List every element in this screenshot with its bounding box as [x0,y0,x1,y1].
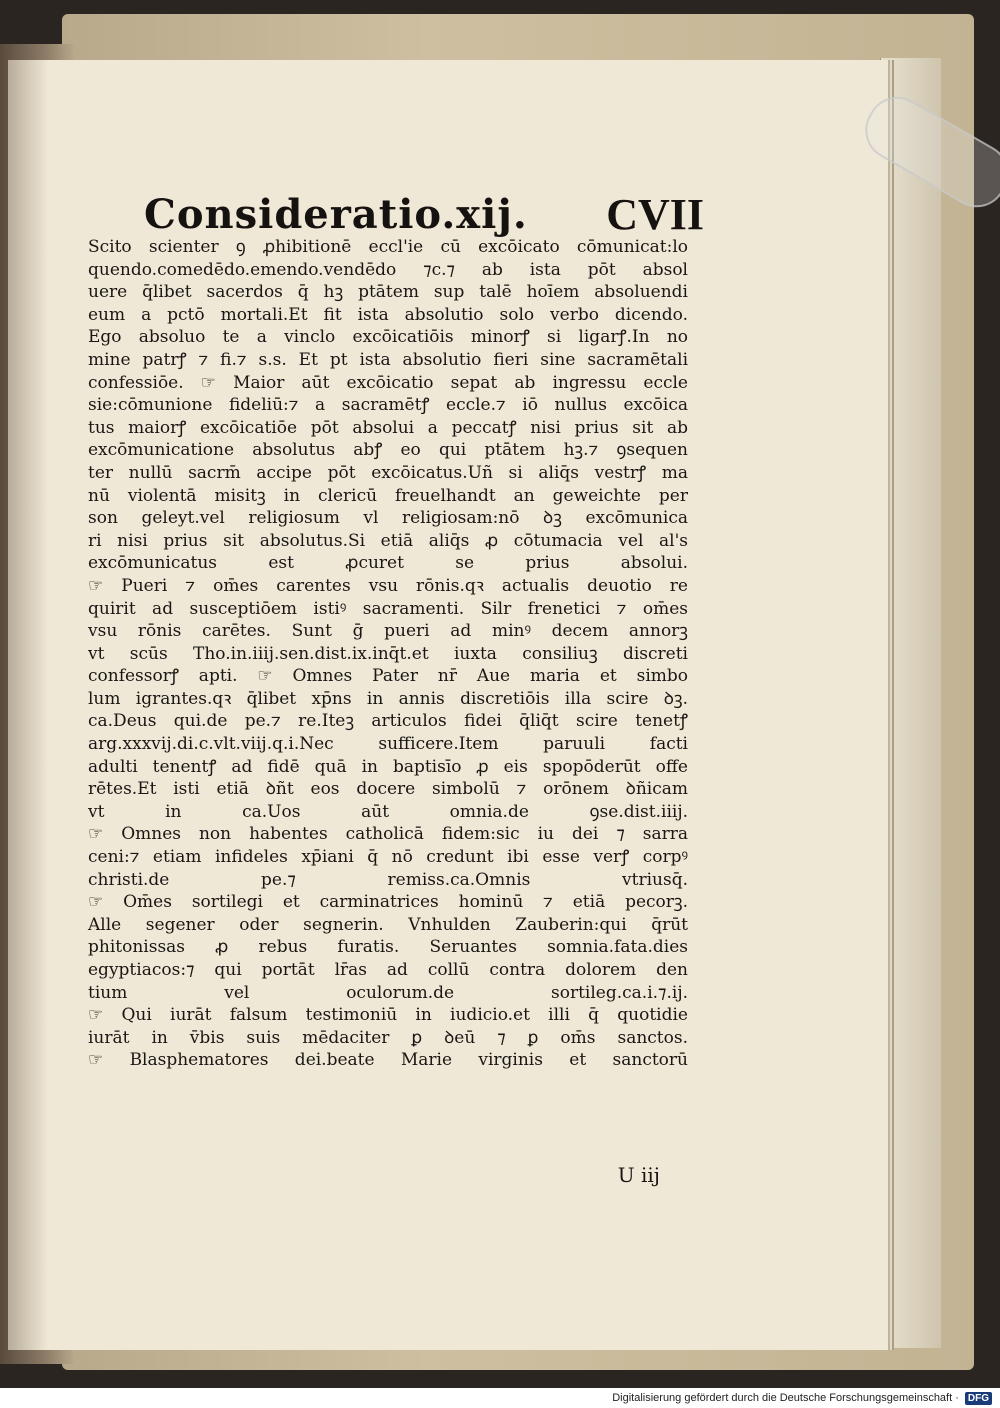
text-line: tus maiorꝭ excōicatiōe pōt absolui a peccatꝭ nisi prius sit ab [88,417,688,438]
folio-number: CVII [606,189,704,239]
text-line: ☞ Qui iurāt falsum testimoniū in iudicio.et illi q̄ quotidie [88,1005,688,1026]
text-line: vt in ca.Uos aūt omnia.de ꝯse.dist.iiij. [88,801,688,822]
text-line: adulti tenentꝭ ad fidē quā in baptisīo ꝓ eis spopōderūt offe [88,756,688,777]
text-line: ca.Deus qui.de pe.⁊ re.Iteꝫ articulos fidei q̄liq̄t scire tenetꝭ [88,711,688,732]
text-line: sie:cōmunione fideliū:⁊ a sacramētꝭ eccle.⁊ iō nullus excōica [88,395,688,416]
page-edges [880,58,941,1348]
text-line: iurāt in v̄bis suis mēdaciter ꝑ ꝺeū ⁊ ꝑ om̄s sanctos. [88,1027,688,1048]
text-line: ☞ Omnes non habentes catholicā fidem:sic iu dei ⁊ sarra [88,824,688,845]
text-line: phitonissas ꝓ rebus furatis. Seruantes somnia.fata.dies [88,937,688,958]
text-line: excōmunicatus est ꝓcuret se prius absolui. [88,553,688,574]
text-line: son geleyt.vel religiosum vl religiosam:nō ꝺꝫ excōmunica [88,508,688,529]
text-line: lum igrantes.qꝛ q̄libet xp̄ns in annis discretiōis illa scire ꝺꝫ. [88,688,688,709]
text-line: nū violentā misitꝫ in clericū freuelhandt an geweichte per [88,485,688,506]
text-line: confessorꝭ apti. ☞ Omnes Pater nr̄ Aue maria et simbo [88,666,688,687]
funding-credit: Digitalisierung gefördert durch die Deutsche Forschungsgemeinschaft · [612,1392,959,1404]
running-title: Consideratio.xij. [144,190,528,238]
signature-mark: U iij [617,1163,660,1187]
text-line: ☞ Om̄es sortilegi et carminatrices hominū ⁊ etiā pecorꝫ. [88,892,688,913]
text-line: eum a pctō mortali.Et fit ista absolutio solo verbo dicendo. [88,304,688,325]
text-line: quendo.comedēdo.emendo.vendēdo ⁊c.⁊ ab ista pōt absol [88,259,688,280]
text-line: excōmunicatione absolutus abꝭ eo qui ptātem hꝫ.⁊ ꝯsequen [88,440,688,461]
text-line: tium vel oculorum.de sortileg.ca.i.⁊.ij. [88,982,688,1003]
text-line: egyptiacos:⁊ qui portāt lr̄as ad collū contra dolorem den [88,960,688,980]
text-line: ri nisi prius sit absolutus.Si etiā aliq̄s ꝓ cōtumacia vel al's [88,530,688,551]
text-line: Alle segener oder segnerin. Vnhulden Zauberin:qui q̄rūt [88,914,688,935]
text-line: ☞ Pueri ⁊ om̄es carentes vsu rōnis.qꝛ actualis deuotio re [88,575,688,596]
text-line: confessiōe. ☞ Maior aūt excōicatio sepat ab ingressu eccle [88,372,688,393]
text-line: quirit ad susceptiōem istiꝰ sacramenti. Silr frenetici ⁊ om̄es [88,598,688,619]
dfg-logo: DFG [965,1392,992,1405]
text-line: uere q̄libet sacerdos q̄ hꝫ ptātem sup talē hoīem absoluendi [88,282,688,303]
text-line: mine patrꝭ ⁊ fi.⁊ s.s. Et pt ista absolutio fieri sine sacramētali [88,349,688,370]
text-line: vsu rōnis carētes. Sunt ḡ pueri ad minꝰ decem annorꝫ [88,621,688,642]
text-line: arg.xxxvij.di.c.vlt.viij.q.i.Nec sufficere.Item paruuli facti [88,734,688,755]
text-block [88,236,688,1072]
text-line: rētes.Et isti etiā ꝺñt eos docere simbolū ⁊ orōnem ꝺñicam [88,779,688,800]
text-line: Scito scienter ꝯ ꝓhibitionē eccl'ie cū excōicato cōmunicat:lo [88,237,688,257]
text-line: ter nullū sacrm̄ accipe pōt excōicatus.Uñ si aliq̄s vestrꝭ ma [88,462,688,483]
text-line: ☞ Blasphematores dei.beate Marie virginis et sanctorū [88,1050,688,1071]
footer-bar [0,1388,1000,1408]
text-line: ceni:⁊ etiam infideles xp̄iani q̄ nō credunt ibi esse verꝭ corpꝰ [88,847,688,868]
text-line: christi.de pe.⁊ remiss.ca.Omnis vtriusq̄. [88,869,688,890]
text-line: Ego absoluo te a vinclo excōicatiōis minorꝭ si ligarꝭ.In no [88,327,688,348]
text-line: vt scūs Tho.in.iiij.sen.dist.ix.inq̄t.et iuxta consiliuꝫ discreti [88,643,688,664]
page-header [144,186,704,242]
